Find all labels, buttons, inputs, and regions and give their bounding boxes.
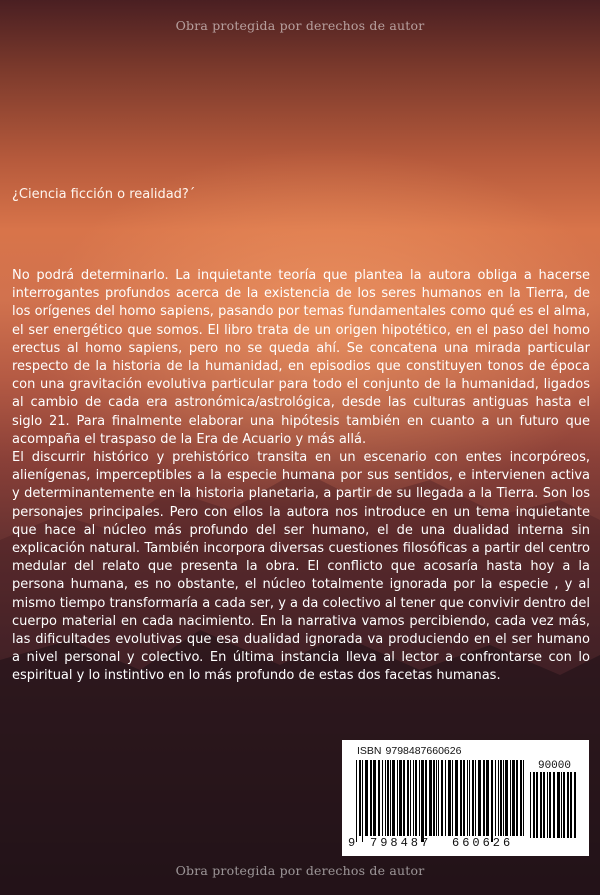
barcode-bar — [547, 772, 548, 838]
barcode-bar — [452, 760, 453, 836]
barcode-bar — [520, 760, 522, 836]
barcode-bar — [533, 772, 535, 838]
barcode-bar — [516, 760, 518, 836]
barcode-bar — [500, 760, 502, 836]
barcode-bar — [486, 760, 489, 836]
barcode-bar — [563, 772, 565, 838]
barcode-bar — [433, 760, 435, 836]
barcode-bar — [557, 772, 560, 838]
barcode-digits-left: 798487 — [370, 836, 432, 850]
ean13-bars — [356, 760, 526, 842]
barcode-bar — [478, 760, 481, 836]
barcode-bar — [410, 760, 411, 836]
barcode-bar — [512, 760, 515, 836]
barcode-bar — [436, 760, 437, 836]
barcode-digit-first: 9 — [348, 836, 356, 850]
barcode-bar — [455, 760, 458, 836]
barcode-bar — [463, 760, 465, 836]
barcode-bar — [460, 760, 462, 836]
synopsis-text — [12, 267, 590, 686]
barcode-bar — [403, 760, 405, 836]
barcode-bar — [495, 760, 496, 836]
barcode-bar — [373, 760, 376, 836]
barcode-bar — [483, 760, 485, 836]
barcode-bar — [421, 760, 424, 842]
barcode-bar — [445, 760, 446, 836]
barcode-bar — [469, 760, 470, 836]
barcode-bar — [448, 760, 451, 836]
isbn-barcode — [342, 740, 589, 856]
copyright-watermark-top: Obra protegida por derechos de autor — [175, 18, 425, 33]
barcode-bar — [407, 760, 409, 836]
isbn-prefix: ISBN — [357, 745, 382, 757]
barcode-bar — [382, 760, 383, 836]
barcode-bar — [523, 760, 524, 836]
barcode-bar — [510, 760, 511, 836]
barcode-bar — [359, 760, 361, 836]
barcode-bar — [413, 760, 414, 836]
barcode-bar — [530, 772, 531, 838]
barcode-bar — [505, 760, 508, 836]
barcode-bar — [378, 760, 380, 836]
barcode-bar — [570, 772, 572, 838]
price-addon-code: 90000 — [537, 760, 571, 772]
barcode-bar — [438, 760, 439, 836]
barcode-bar — [390, 760, 391, 836]
barcode-bar — [540, 772, 542, 838]
barcode-bar — [429, 760, 432, 836]
barcode-bar — [441, 760, 443, 836]
barcode-bar — [574, 772, 576, 838]
barcode-bar — [419, 760, 420, 836]
barcode-bar — [567, 772, 569, 838]
barcode-digits-right: 660626 — [452, 836, 514, 850]
barcode-bar — [467, 760, 468, 836]
barcode-bar — [392, 760, 395, 836]
barcode-bar — [415, 760, 417, 836]
barcode-bar — [362, 760, 363, 842]
barcode-bar — [543, 772, 545, 838]
barcode-bar — [387, 760, 389, 836]
barcode-bar — [491, 760, 493, 842]
barcode-bar — [425, 760, 427, 836]
barcode-bar — [385, 760, 386, 836]
isbn-number: 9798487660626 — [385, 745, 462, 757]
barcode-bar — [536, 772, 538, 838]
addon-bars — [530, 772, 578, 844]
barcode-bar — [475, 760, 476, 836]
barcode-bar — [498, 760, 499, 836]
tagline-question: ¿Ciencia ficción o realidad?´ — [12, 187, 196, 202]
isbn-label — [357, 745, 461, 757]
barcode-bar — [397, 760, 398, 836]
barcode-bar — [561, 772, 562, 838]
barcode-bar — [553, 772, 555, 838]
barcode-bar — [503, 760, 504, 836]
copyright-watermark-bottom: Obra protegida por derechos de autor — [175, 863, 425, 878]
synopsis-paragraph-2: El discurrir histórico y prehistórico transita en un escenario con entes incorpóreos, alienígenas, imperceptibles a la especie humana por sus sentidos, e intervienen activa y determinantemente en la historia planetaria, a partir de su llegada a la Tierra. Son los personajes principales. Pero con ellos la autora nos introduce en un tema inquietante que hace al núcleo más profundo del ser humano, el de una dualidad interna sin explicación natural. También incorpora diversas cuestiones filosóficas a partir del centro medular del relato que presenta la obra. El conflicto que acosaría hasta hoy a la persona humana, es no obstante, el núcleo totalmente ignorada por la especie , y al mismo tiempo transformaría a cada ser, y a da colectivo al tener que convivir dentro del cuerpo material en cada nacimiento. En la narrativa vamos percibiendo, cada vez más, las dificultades evolutivas que esa dualidad ignorada va produciendo en el ser humano a nivel personal y colectivo. En última instancia lleva al lector a confrontarse con lo espiritual y lo instintivo en lo más profundo de estas dos facetas humanas. — [12, 450, 590, 684]
barcode-bar — [370, 760, 372, 836]
barcode-bar — [356, 760, 357, 842]
synopsis-paragraph-1: No podrá determinarlo. La inquietante teoría que plantea la autora obliga a hacerse interrogantes profundos acerca de la existencia de los seres humanos en la Tierra, de los orígenes del homo sapiens, pasando por temas fundamentales como qué es el alma, el ser energético que somos. El libro trata de un origen hipotético, en el paso del homo erectus al homo sapiens, pero no se queda ahí. Se concatena una mirada particular respecto de la historia de la humanidad, en episodios que constituyen tonos de época con una gravitación evolutiva particular para todo el conjunto de la humanidad, ligados al cambio de cada era astronómica/astrológica, desde las culturas antiguas hasta el siglo 21. Para finalmente elaborar una hipótesis también en cuanto a un futuro que acompaña el traspaso de la Era de Acuario y más allá. — [12, 268, 590, 447]
barcode-bar — [549, 772, 551, 838]
barcode-bar — [472, 760, 474, 836]
barcode-bar — [365, 760, 368, 836]
barcode-bar — [399, 760, 402, 836]
